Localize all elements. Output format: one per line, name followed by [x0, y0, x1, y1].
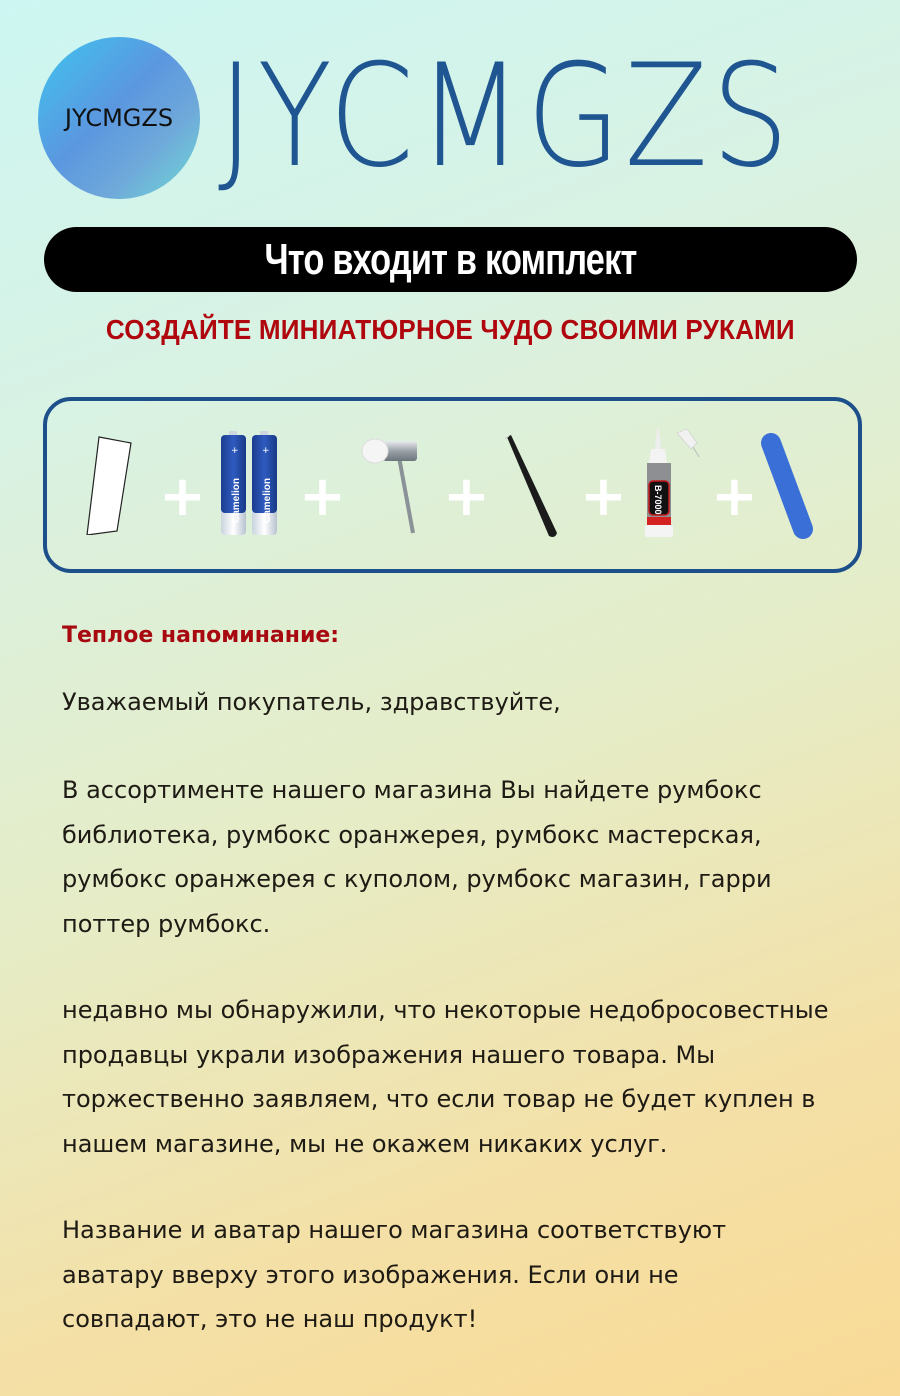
plus-icon: +: [159, 464, 206, 529]
clear-panel-icon: [85, 435, 135, 535]
brand-title: JYCMGZS: [218, 34, 793, 199]
greeting-line: Уважаемый покупатель, здравствуйте,: [62, 688, 561, 716]
paragraph-line: румбокс оранжерея с куполом, румбокс магазин, гарри: [62, 865, 772, 893]
svg-text:Camelion: Camelion: [231, 477, 242, 523]
reminder-heading: Теплое напоминание:: [62, 623, 340, 648]
paragraph-line: совпадают, это не наш продукт!: [62, 1305, 478, 1333]
paragraph-line: продавцы украли изображения нашего товара. Мы: [62, 1040, 716, 1069]
tweezers-icon: [503, 433, 563, 541]
brand-logo-avatar: [38, 37, 200, 199]
subtitle-text: СОЗДАЙТЕ МИНИАТЮРНОЕ ЧУДО СВОИМИ РУКАМИ: [105, 314, 795, 345]
logo-text: JYCMGZS: [64, 104, 174, 132]
assortment-paragraph: [62, 768, 862, 946]
svg-text:Camelion: Camelion: [262, 477, 273, 523]
plus-icon: +: [299, 464, 346, 529]
paragraph-line: библиотека, румбокс оранжерея, румбокс мастерская,: [62, 820, 762, 849]
plus-icon: +: [580, 464, 627, 529]
banner-title: Что входит в комплект: [264, 234, 637, 284]
svg-text:B-7000: B-7000: [653, 485, 663, 515]
svg-text:+: +: [262, 446, 270, 456]
paragraph-line: нашем магазине, мы не окажем никаких услуг.: [62, 1129, 668, 1158]
paragraph-line: торжественно заявляем, что если товар не будет куплен в: [62, 1085, 816, 1113]
kit-contents-box: [43, 397, 862, 573]
hammer-icon: [359, 437, 429, 537]
subtitle: [0, 314, 900, 346]
paragraph-line: В ассортименте нашего магазина Вы найдете румбокс: [62, 776, 762, 804]
aa-batteries-icon: [219, 431, 281, 539]
plus-icon: +: [443, 464, 490, 529]
svg-text:+: +: [231, 446, 239, 456]
plus-icon: +: [711, 464, 758, 529]
paragraph-line: аватару вверху этого изображения. Если они не: [62, 1260, 679, 1289]
authenticity-paragraph: [62, 1208, 862, 1342]
glue-tube-icon: [637, 429, 707, 539]
paragraph-line: поттер румбокс.: [62, 909, 271, 938]
warning-paragraph: [62, 988, 862, 1166]
nail-file-icon: [759, 433, 821, 541]
paragraph-line: недавно мы обнаружили, что некоторые недобросовестные: [62, 996, 829, 1024]
paragraph-line: Название и аватар нашего магазина соответствуют: [62, 1216, 727, 1244]
greeting-text: [62, 680, 862, 725]
kit-contents-banner: [44, 227, 857, 292]
